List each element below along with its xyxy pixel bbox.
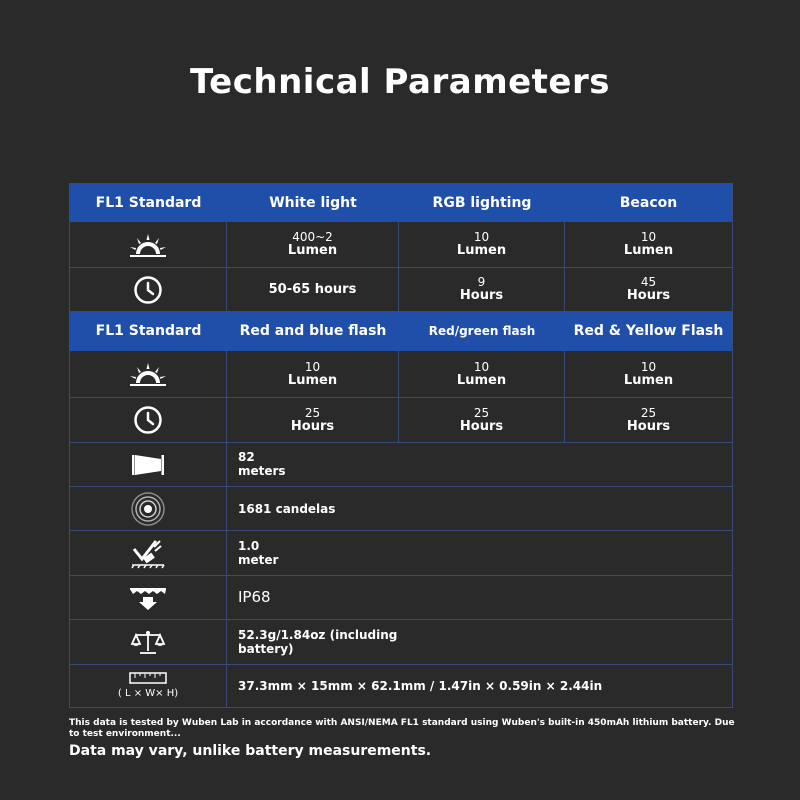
value-cell: 9 Hours	[399, 268, 565, 311]
dimension-caption: ( L × W× H)	[117, 687, 179, 699]
scale-icon	[70, 620, 227, 664]
table-row-intensity	[70, 487, 732, 531]
header-cell: White light	[269, 194, 357, 211]
value-cell: 1681 candelas	[238, 501, 336, 516]
table-row-impact	[70, 531, 732, 576]
value-cell: 10 Lumen	[623, 359, 674, 388]
water-resistance-icon	[70, 576, 227, 619]
table-row-output	[70, 351, 732, 398]
value-cell: 400~2 Lumen	[227, 222, 399, 267]
table-row-weight	[70, 620, 732, 665]
clock-icon	[70, 398, 227, 442]
value-cell: 82 meters	[238, 450, 286, 478]
value-cell: 52.3g/1.84oz (including battery)	[238, 628, 398, 656]
value-cell: 1.0 meter	[238, 538, 279, 567]
value-cell: 25 Hours	[626, 405, 671, 434]
value-cell: 10 Lumen	[227, 351, 399, 397]
value-cell: IP68	[238, 588, 271, 606]
table-row-distance	[70, 443, 732, 487]
impact-resistance-icon	[70, 531, 227, 575]
value-cell: 25 Hours	[399, 398, 565, 442]
value-cell: 50-65 hours	[227, 268, 399, 311]
target-icon	[70, 487, 227, 530]
header-cell: Red and blue flash	[239, 323, 387, 339]
value-cell: 10 Lumen	[399, 351, 565, 397]
header-cell: RGB lighting	[432, 194, 532, 211]
ruler-cell	[70, 665, 227, 707]
table-row-runtime	[70, 268, 732, 312]
table-row-size	[70, 665, 732, 707]
table-row-water	[70, 576, 732, 620]
brightness-icon	[70, 351, 227, 397]
header-cell: FL1 Standard	[95, 194, 202, 211]
header-cell: Red/green flash	[428, 324, 536, 338]
header-cell: Red & Yellow Flash	[573, 323, 724, 339]
value-cell: 10 Lumen	[623, 230, 674, 258]
value-cell: 25 Hours	[227, 398, 399, 442]
ruler-icon	[129, 672, 167, 684]
value-cell: 37.3mm × 15mm × 62.1mm / 1.47in × 0.59in × 2.44in	[238, 679, 603, 693]
table-header-row	[70, 312, 732, 351]
value-cell: 45 Hours	[626, 275, 671, 303]
footnote-large: Data may vary, unlike battery measurements.	[69, 743, 432, 759]
table-row-runtime	[70, 398, 732, 443]
header-cell: Beacon	[619, 194, 678, 211]
clock-icon	[70, 268, 227, 311]
beam-distance-icon	[70, 443, 227, 486]
value-cell: 10 Lumen	[399, 222, 565, 267]
page-title: Technical Parameters	[189, 62, 610, 102]
header-cell: FL1 Standard	[95, 323, 202, 339]
table-row-output	[70, 222, 732, 268]
brightness-icon	[70, 222, 227, 267]
spec-table	[69, 183, 733, 708]
footnote-small: This data is tested by Wuben Lab in accordance with ANSI/NEMA FL1 standard using Wuben's built-in 450mAh lithium battery. Due to test environment...	[69, 718, 735, 739]
table-header-row	[70, 184, 732, 222]
